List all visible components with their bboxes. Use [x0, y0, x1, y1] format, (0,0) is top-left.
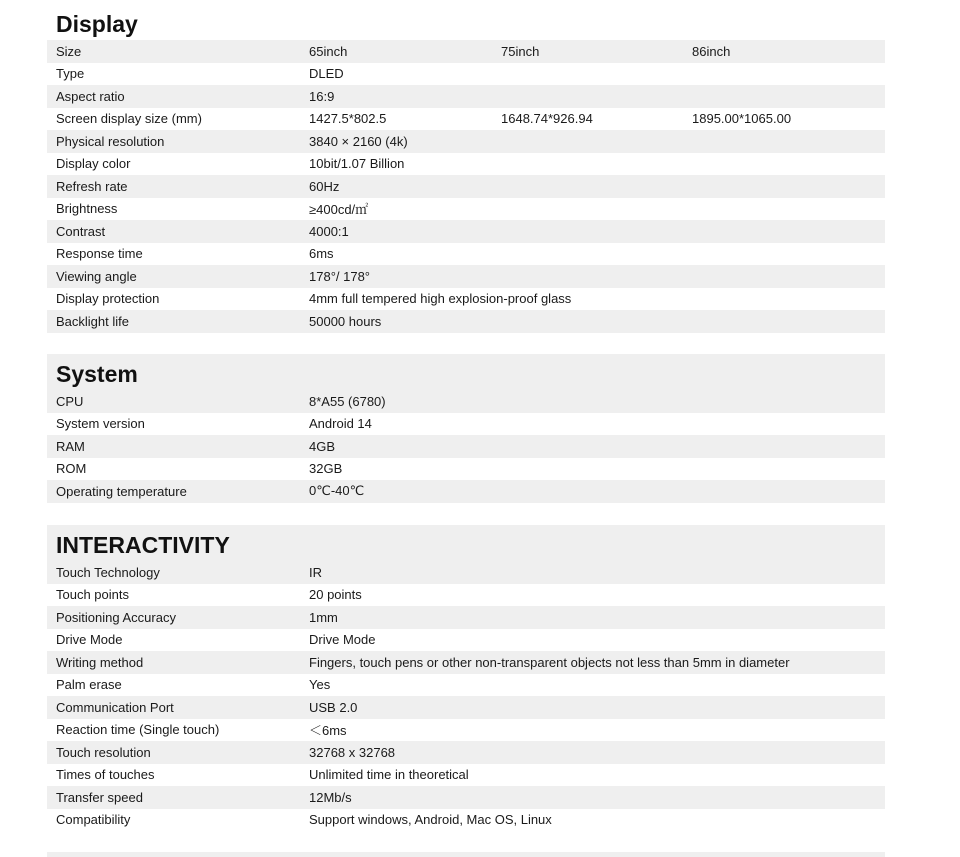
row-label: Display protection: [56, 291, 160, 307]
row-label: Viewing angle: [56, 268, 137, 284]
table-row: [47, 288, 885, 311]
row-label: Contrast: [56, 223, 106, 239]
display-table: [47, 40, 885, 333]
row-label: Display color: [56, 156, 131, 172]
row-label: Operating temperature: [56, 483, 187, 499]
size-86-header: 86inch: [692, 43, 731, 59]
table-row: [47, 310, 885, 333]
table-row: [47, 153, 885, 176]
table-row: [47, 674, 885, 697]
table-row: [47, 696, 885, 719]
interactivity-section-title: INTERACTIVITY: [47, 525, 885, 561]
row-label: Transfer speed: [56, 789, 143, 805]
row-label: Screen display size (mm): [56, 111, 202, 127]
table-row: [47, 741, 885, 764]
row-value: 8*A55 (6780): [309, 393, 386, 409]
table-row: [47, 265, 885, 288]
row-value: ≥400cd/㎡: [309, 202, 369, 218]
size-65-header: 65inch: [309, 43, 348, 59]
interactivity-section: [47, 525, 885, 831]
row-value: Drive Mode: [309, 632, 376, 648]
row-label: Type: [56, 66, 85, 82]
row-label: System version: [56, 416, 145, 432]
row-label: Reaction time (Single touch): [56, 722, 220, 738]
row-label: Times of touches: [56, 767, 155, 783]
table-row: [47, 629, 885, 652]
row-label: RAM: [56, 438, 85, 454]
row-label: Backlight life: [56, 313, 129, 329]
row-value: 60Hz: [309, 178, 340, 194]
row-value: USB 2.0: [309, 699, 358, 715]
interactivity-table: [47, 561, 885, 831]
row-label: Compatibility: [56, 812, 131, 828]
row-value: Unlimited time in theoretical: [309, 767, 469, 783]
table-row: [47, 809, 885, 832]
table-row: [47, 85, 885, 108]
row-value: 3840 × 2160 (4k): [309, 133, 408, 149]
size-75-header: 75inch: [501, 43, 540, 59]
row-value: Yes: [309, 677, 331, 693]
row-value: 0℃-40℃: [309, 483, 365, 499]
row-value: 178°/ 178°: [309, 268, 371, 284]
next-section-edge: [47, 852, 885, 857]
row-value: ＜6ms: [309, 723, 347, 739]
table-row: [47, 606, 885, 629]
row-value: 32GB: [309, 461, 343, 477]
table-row: [47, 63, 885, 86]
table-row: [47, 413, 885, 436]
row-label: Touch resolution: [56, 744, 151, 760]
table-row: [47, 243, 885, 266]
table-row: [47, 458, 885, 481]
table-row: [47, 220, 885, 243]
row-label: Response time: [56, 246, 143, 262]
row-value: 4mm full tempered high explosion-proof glass: [309, 291, 572, 307]
table-row: [47, 561, 885, 584]
row-value-86: 1895.00*1065.00: [692, 111, 792, 127]
row-label: Positioning Accuracy: [56, 609, 176, 625]
row-label: ROM: [56, 461, 87, 477]
row-label: Touch points: [56, 587, 129, 603]
row-label: Writing method: [56, 654, 144, 670]
table-row: [47, 108, 885, 131]
display-section: [47, 4, 885, 333]
table-row: [47, 435, 885, 458]
row-value: Support windows, Android, Mac OS, Linux: [309, 812, 552, 828]
row-value: 10bit/1.07 Billion: [309, 156, 405, 172]
row-label: Size: [56, 43, 82, 59]
row-value: 4GB: [309, 438, 336, 454]
row-label: Brightness: [56, 201, 118, 217]
row-label: Refresh rate: [56, 178, 128, 194]
row-label: Palm erase: [56, 677, 122, 693]
table-row: [47, 651, 885, 674]
row-label: Communication Port: [56, 699, 174, 715]
row-value: 32768 x 32768: [309, 744, 396, 760]
system-table: [47, 390, 885, 503]
row-value: 1mm: [309, 609, 338, 625]
row-label: Physical resolution: [56, 133, 165, 149]
system-section: [47, 354, 885, 503]
row-value: 50000 hours: [309, 313, 382, 329]
table-row: [47, 764, 885, 787]
system-section-title: System: [47, 354, 885, 390]
row-label: Aspect ratio: [56, 88, 125, 104]
row-value: DLED: [309, 66, 344, 82]
table-row: [47, 390, 885, 413]
row-value-75: 1648.74*926.94: [501, 111, 593, 127]
row-value: 6ms: [309, 246, 334, 262]
row-value: Android 14: [309, 416, 372, 432]
table-row: [47, 719, 885, 742]
table-row: [47, 584, 885, 607]
table-row: [47, 480, 885, 503]
row-value: 20 points: [309, 587, 362, 603]
row-label: Drive Mode: [56, 632, 123, 648]
table-row: [47, 786, 885, 809]
row-label: Touch Technology: [56, 564, 160, 580]
row-value: 12Mb/s: [309, 789, 352, 805]
row-value: IR: [309, 564, 322, 580]
table-row: [47, 175, 885, 198]
row-value: Fingers, touch pens or other non-transparent objects not less than 5mm in diameter: [309, 654, 790, 670]
row-value: 4000:1: [309, 223, 349, 239]
table-row: [47, 130, 885, 153]
table-row: [47, 40, 885, 63]
row-value: 16:9: [309, 88, 335, 104]
row-label: CPU: [56, 393, 84, 409]
table-row: [47, 198, 885, 221]
row-value-65: 1427.5*802.5: [309, 111, 387, 127]
display-section-title: Display: [56, 11, 138, 37]
